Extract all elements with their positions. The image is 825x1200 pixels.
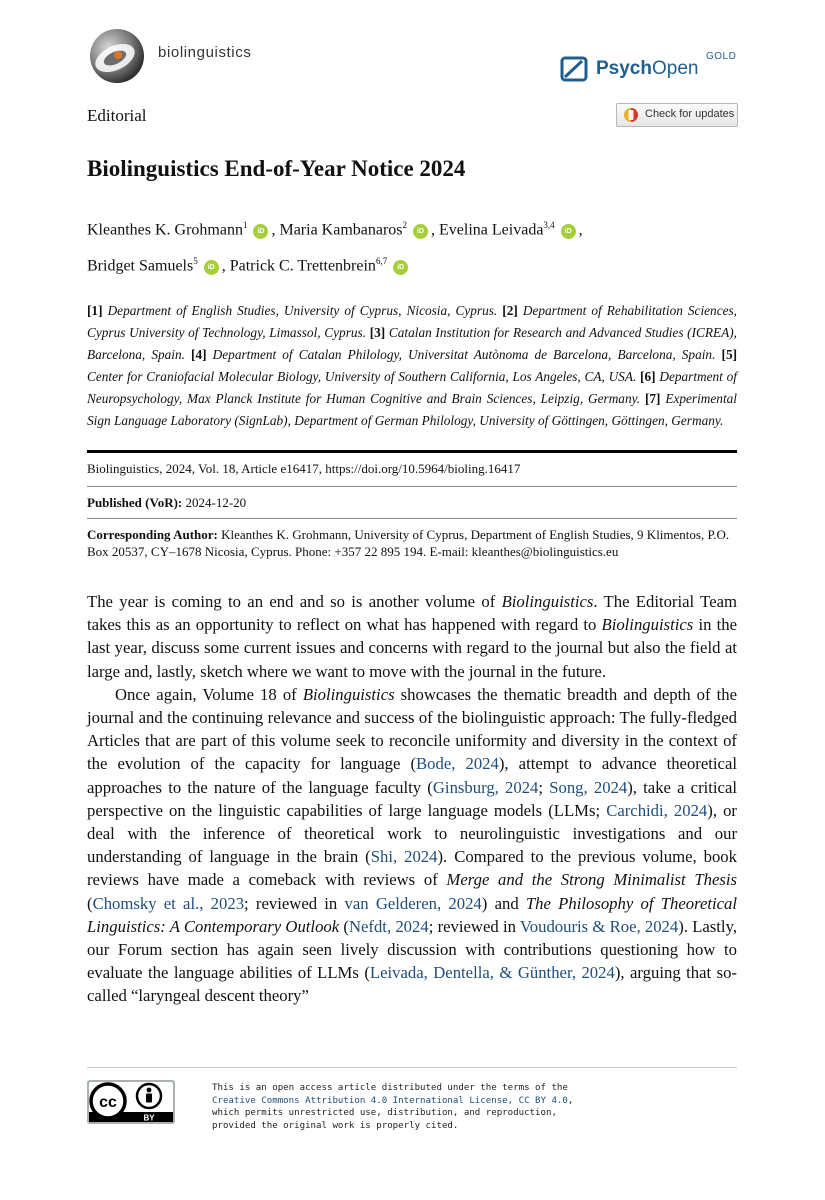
check-for-updates-button[interactable] (616, 103, 738, 127)
body-text-run: ), attempt to advance theoretical approaches to the nature of the language faculty ( (87, 754, 737, 797)
body-text-run: ), or deal with the inference of theoretical work to neurolinguistic investigations and our understanding of language in the brain ( (87, 800, 737, 867)
body-text-run: in the last year, discuss some current issues and concerns with regard to the journal but also the field at large and, lastly, sketch where we want to move with the journal in the future. (87, 615, 737, 681)
orcid-icon[interactable]: iD (413, 224, 428, 239)
author-affiliation-ref: 6,7 (375, 256, 388, 266)
affiliation-number: [4] (191, 347, 207, 362)
orcid-icon[interactable]: iD (393, 260, 408, 275)
body-text-run: Once again, Volume 18 of (115, 684, 303, 704)
divider (87, 450, 737, 453)
affiliation-text: Catalan Institution for Research and Advanced Studies (ICREA), Barcelona, Spain. (87, 325, 738, 362)
published-label: Published (VoR): (87, 495, 183, 510)
citation-link[interactable]: Bode, 2024 (416, 754, 499, 774)
divider (87, 486, 737, 487)
publisher-tier: GOLD (706, 51, 737, 62)
italic-text: Biolinguistics (501, 592, 594, 611)
italic-text: Biolinguistics (601, 615, 694, 635)
body-text-run: ( (339, 916, 349, 936)
corresponding-label: Corresponding Author: (87, 527, 218, 542)
author-name: Kleanthes K. Grohmann (87, 221, 243, 239)
author-affiliation-ref: 2 (402, 220, 408, 230)
orcid-icon[interactable]: iD (253, 224, 268, 239)
crossmark-icon (623, 107, 639, 123)
citation-link[interactable]: Chomsky et al., 2023 (92, 893, 245, 913)
divider (87, 518, 737, 519)
publisher-name-rest: Open (651, 58, 699, 79)
affiliation-text: Department of Neuropsychology, Max Planck Institute for Human Cognitive and Brain Sciences, Leipzig, Germany. (87, 369, 737, 406)
divider (87, 1067, 737, 1068)
cc-by-license-badge[interactable] (87, 1080, 175, 1124)
citation-line: Biolinguistics, 2024, Vol. 18, Article e16417, https://doi.org/10.5964/bioling.16417 (87, 461, 521, 476)
affiliation-text: Department of Catalan Philology, Universitat Autònoma de Barcelona, Barcelona, Spain. (212, 347, 716, 362)
citation-link[interactable]: Leivada, Dentella, & Günther, 2024 (369, 963, 615, 983)
publisher-name-bold: Psych (596, 58, 652, 79)
body-paragraph (87, 683, 737, 1008)
publisher-logo[interactable] (560, 52, 740, 86)
italic-text: Biolinguistics (302, 684, 395, 704)
orcid-icon[interactable]: iD (561, 224, 576, 239)
body-text-run: ), arguing that so-called “laryngeal descent theory” (87, 963, 737, 1006)
license-text: This is an open access article distributed under the terms of the Creative Commons Attribution 4.0 International License, CC BY 4.0, which permits unrestricted use, distribution, and reproduction, provided the original work is properly cited. (212, 1083, 574, 1131)
authors-line-1: Kleanthes K. Grohmann$^1$iD , Maria Kambanaros$^2$iD , Evelina Leivada$^{3,4}$iD , (87, 220, 583, 239)
body-text-run: ; (538, 777, 550, 797)
affiliations (87, 300, 737, 432)
affiliation-text: Department of Rehabilitation Sciences, Cyprus University of Technology, Limassol, Cyprus. (87, 303, 738, 340)
check-for-updates-label: Check for updates (645, 108, 735, 120)
journal-name: biolinguistics (158, 44, 252, 61)
cc-badge-text: cc (99, 1094, 117, 1111)
citation-link[interactable]: Carchidi, 2024 (606, 800, 708, 820)
citation-link[interactable]: Nefdt, 2024 (348, 916, 429, 936)
license-link[interactable]: Creative Commons Attribution 4.0 International License, CC BY 4.0 (212, 1095, 568, 1106)
italic-text: The Philosophy of Theoretical Linguistics: A Contemporary Outlook (87, 893, 738, 936)
affiliation-number: [5] (721, 347, 738, 362)
italic-text: Merge and the Strong Minimalist Thesis (446, 870, 737, 890)
published-date: 2024-12-20 (185, 495, 247, 510)
by-badge-text: BY (143, 1113, 155, 1123)
affiliation-text: Department of English Studies, University of Cyprus, Nicosia, Cyprus. (107, 303, 498, 318)
article-body (87, 590, 737, 1008)
body-text-run: ; reviewed in (428, 916, 520, 936)
body-text-run: ( (87, 893, 93, 913)
orcid-icon[interactable]: iD (204, 260, 219, 275)
body-text-run: ) and (481, 893, 526, 913)
author-affiliation-ref: 1 (242, 220, 248, 230)
body-text-run: ). Lastly, our Forum section has again seen lively discussion with contributions questioning how to evaluate the language abilities of LLMs ( (87, 916, 737, 983)
psychopen-icon (560, 55, 588, 83)
citation-link[interactable]: van Gelderen, 2024 (344, 893, 482, 913)
body-text-run: ). Compared to the previous volume, book reviews have made a comeback with reviews of (87, 847, 737, 890)
affiliation-text: Experimental Sign Language Laboratory (SignLab), Department of German Philology, University of Göttingen, Göttingen, Germany. (87, 391, 737, 428)
citation-link[interactable]: Shi, 2024 (370, 847, 438, 867)
corresponding-author (87, 526, 737, 560)
author-affiliation-ref: 3,4 (543, 220, 555, 230)
article-title: Biolinguistics End-of-Year Notice 2024 (87, 156, 466, 181)
journal-logo-icon (88, 27, 146, 85)
body-paragraph (87, 590, 737, 683)
author-name: Maria Kambanaros (279, 221, 403, 239)
affiliation-number: [7] (644, 391, 661, 406)
author-name: Patrick C. Trettenbrein (229, 257, 376, 275)
affiliation-number: [2] (502, 303, 518, 318)
section-label: Editorial (87, 106, 147, 125)
citation-link[interactable]: Ginsburg, 2024 (432, 777, 539, 797)
affiliation-number: [6] (640, 369, 656, 384)
affiliation-number: [3] (369, 325, 386, 340)
author-affiliation-ref: 5 (193, 256, 198, 266)
author-name: Bridget Samuels (87, 257, 194, 275)
citation-link[interactable]: Voudouris & Roe, 2024 (519, 916, 679, 936)
body-text-run: . The Editorial Team takes this as an opportunity to reflect on what has happened with regard to (87, 592, 737, 635)
authors-line-2: Bridget Samuels$^5$iD , Patrick C. Trettenbrein$^{6,7}$iD (87, 256, 411, 275)
published-line (87, 494, 737, 511)
body-text-run: ), take a critical perspective on the linguistic capabilities of large language models (LLMs; (87, 777, 738, 820)
corresponding-text: Kleanthes K. Grohmann, University of Cyprus, Department of English Studies, 9 Klimentos, P.O. Box 20537, CY–1678 Nicosia, Cyprus. Phone: +357 22 895 194. E-mail: kleanthes@biolinguistics.eu (87, 527, 730, 559)
body-text-run: showcases the thematic breadth and depth of the journal and the continuing relevance and success of the biolinguistic approach: The fully-fledged Articles that are part of this volume seek to reconcile uniformity and diversity in the context of the evolution of the capacity for language ( (87, 684, 737, 774)
body-text-run: The year is coming to an end and so is another volume of (87, 592, 502, 611)
affiliation-text: Center for Craniofacial Molecular Biology, University of Southern California, Los Angeles, CA, USA. (87, 369, 637, 384)
author-name: Evelina Leivada (439, 221, 544, 239)
body-text-run: ; reviewed in (244, 893, 345, 913)
affiliation-number: [1] (87, 303, 103, 318)
citation-link[interactable]: Song, 2024 (549, 777, 628, 797)
